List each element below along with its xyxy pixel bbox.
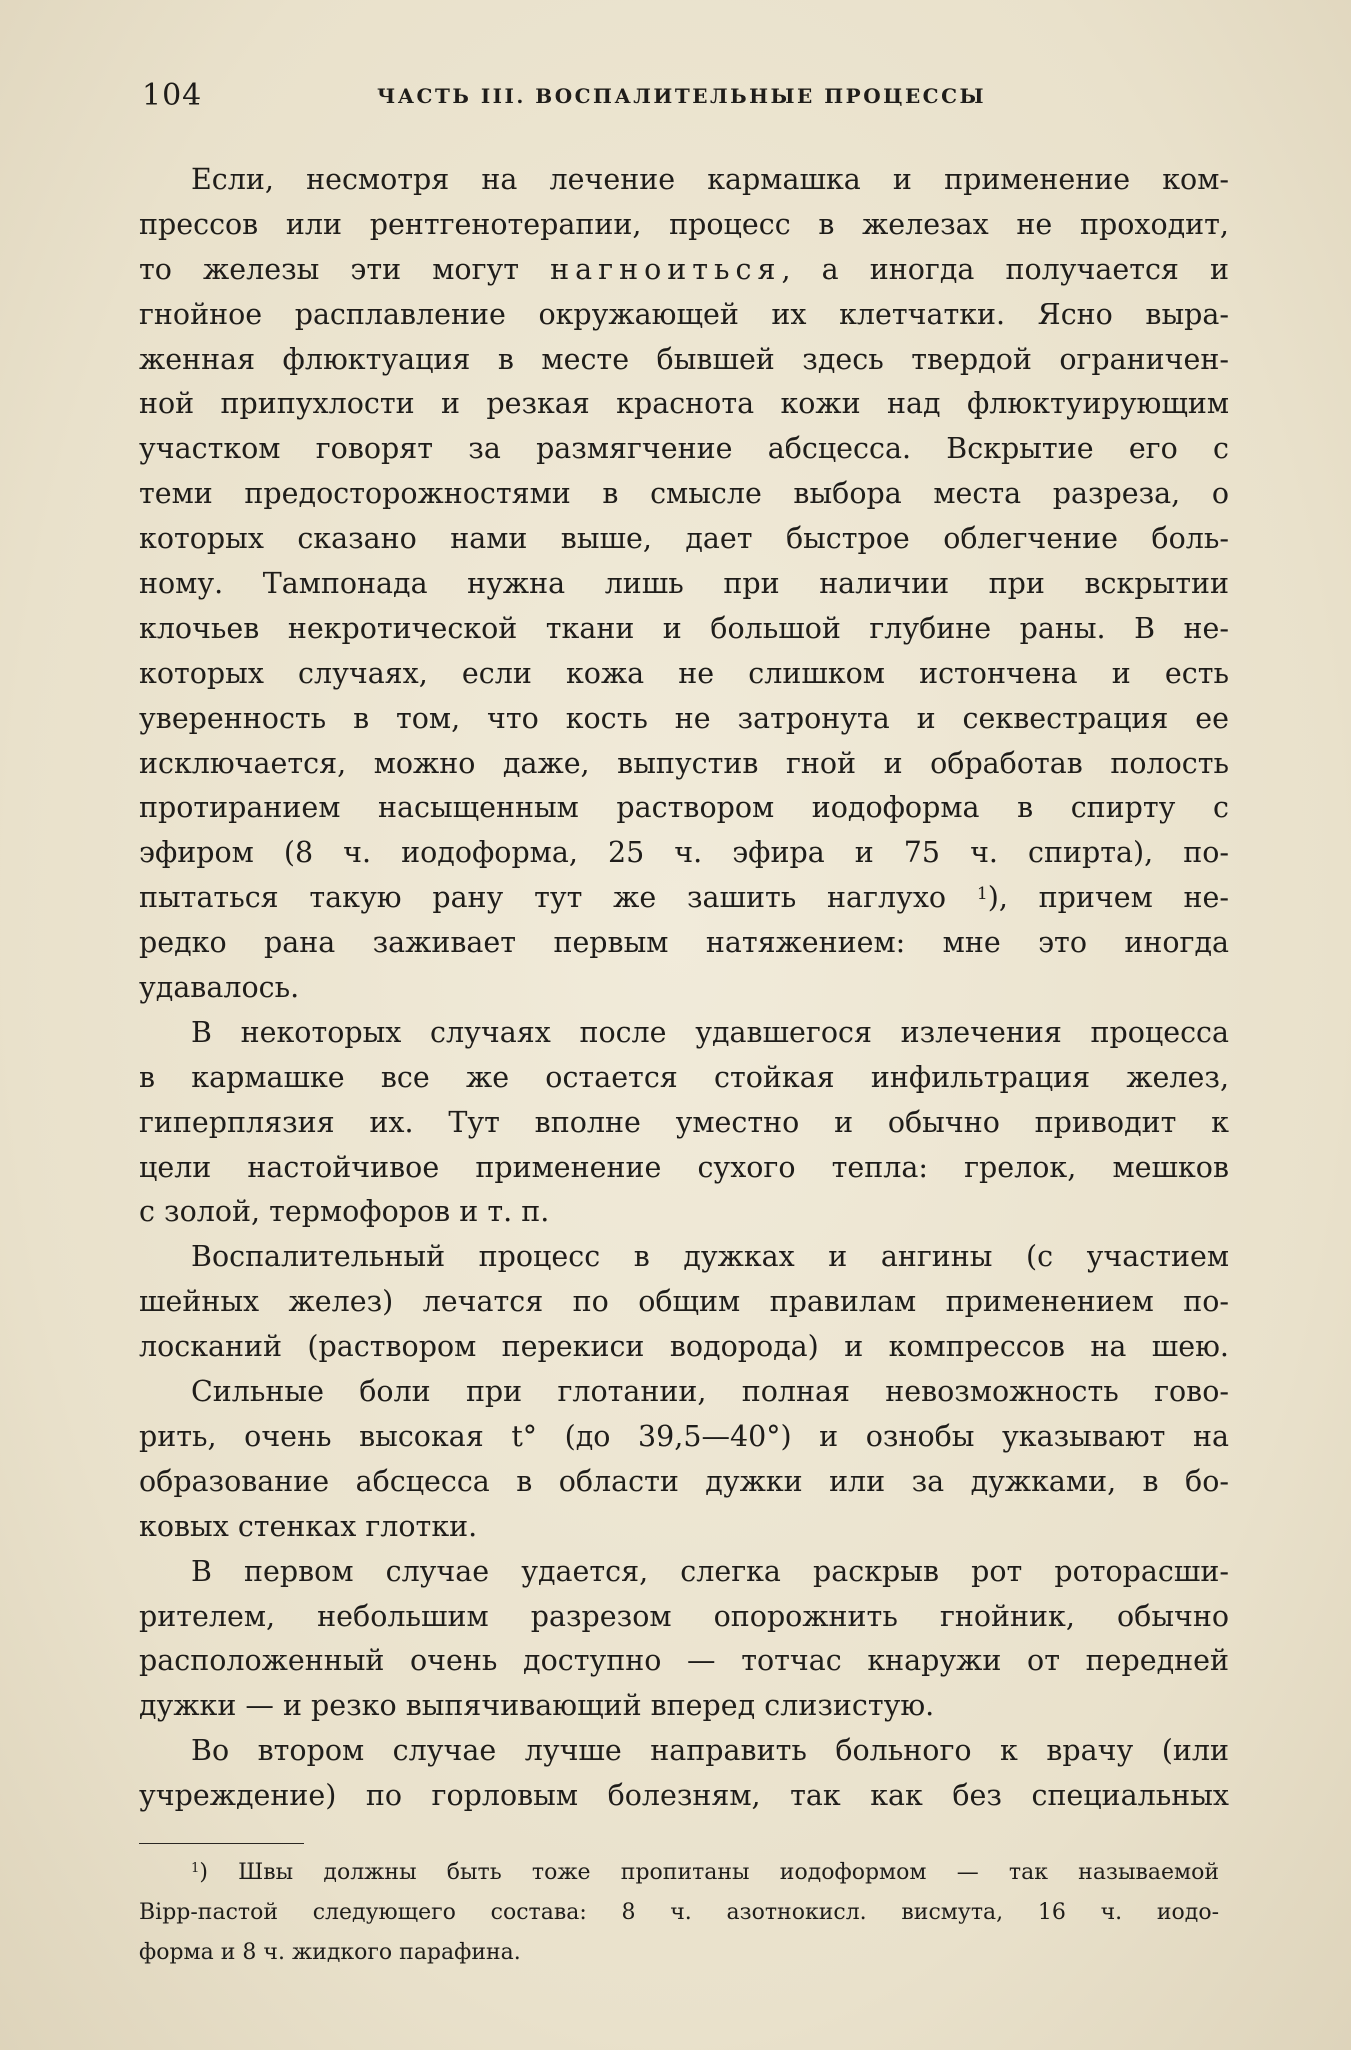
text-line: женная флюктуация в месте бывшей здесь твердой ограничен- — [139, 342, 1229, 376]
text-line: клочьев некротической ткани и большой глубине раны. В не- — [139, 611, 1229, 645]
text-line: учреждение) по горловым болезням, так как без специальных — [139, 1779, 1229, 1813]
paragraph-3 — [139, 1235, 1229, 1370]
footnote-rule — [139, 1843, 304, 1844]
text-line: шейных желез) лечатся по общим правилам применением по- — [139, 1285, 1229, 1319]
footnote — [139, 1853, 1219, 1973]
footnote-reference: 1 — [976, 884, 988, 905]
paragraph-4 — [139, 1370, 1229, 1550]
text-line: ковых стенках глотки. — [139, 1509, 478, 1543]
page-header — [142, 78, 1227, 118]
text-line: лосканий (раствором перекиси водорода) и компрессов на шею. — [139, 1330, 1229, 1364]
text-line: ной припухлости и резкая краснота кожи над флюктуирующим — [139, 387, 1229, 421]
text-line: исключается, можно даже, выпустив гной и обработав полость — [139, 746, 1229, 780]
text-line: которых случаях, если кожа не слишком истончена и есть — [139, 656, 1229, 690]
footnote-line: форма и 8 ч. жидкого парафина. — [139, 1940, 521, 1965]
paragraph-2 — [139, 1011, 1229, 1235]
text-line: теми предосторожностями в смысле выбора места разреза, о — [139, 477, 1229, 511]
text-line: гнойное расплавление окружающей их клетчатки. Ясно выра- — [139, 297, 1229, 331]
footnote-line: Bipp-пастой следующего состава: 8 ч. азотнокисл. висмута, 16 ч. иодо- — [139, 1900, 1219, 1925]
emphasized-word: нагноиться — [550, 252, 782, 286]
text-segment: то железы эти могут — [139, 252, 520, 286]
text-line: гиперплязия их. Тут вполне уместно и обычно приводит к — [139, 1105, 1229, 1139]
page-number: 104 — [142, 78, 203, 113]
text-line: рить, очень высокая t° (до 39,5—40°) и ознобы указывают на — [139, 1419, 1229, 1453]
text-segment: ), причем не- — [987, 881, 1230, 915]
text-line: с золой, термофоров и т. п. — [139, 1195, 550, 1229]
text-line: дужки — и резко выпячивающий вперед слизистую. — [139, 1689, 935, 1723]
text-line: Во втором случае лучше направить больного к врачу (или — [191, 1734, 1229, 1768]
text-line: удавалось. — [139, 971, 300, 1005]
text-line: рителем, небольшим разрезом опорожнить гнойник, обычно — [139, 1599, 1229, 1633]
text-line: участком говорят за размягчение абсцесса. Вскрытие его с — [139, 432, 1229, 466]
text-line — [139, 876, 1229, 921]
body-text — [139, 158, 1229, 1819]
text-segment: ) Швы должны быть тоже пропитаны иодоформом — так называемой — [199, 1860, 1219, 1885]
text-line: расположенный очень доступно — тотчас кнаружи от передней — [139, 1644, 1229, 1678]
paragraph-6 — [139, 1729, 1229, 1819]
text-line: прессов или рентгенотерапии, процесс в железах не проходит, — [139, 207, 1229, 241]
text-line: образование абсцесса в области дужки или за дужками, в бо- — [139, 1464, 1229, 1498]
text-line: уверенность в том, что кость не затронута и секвестрация ее — [139, 701, 1229, 735]
footnote-marker: 1 — [191, 1861, 200, 1876]
text-line: протиранием насыщенным раствором иодоформа в спирту с — [139, 791, 1229, 825]
text-line — [139, 248, 1229, 293]
text-line: цели настойчивое применение сухого тепла: грелок, мешков — [139, 1150, 1229, 1184]
text-line: В первом случае удается, слегка раскрыв рот роторасши- — [191, 1554, 1229, 1588]
text-line: Если, несмотря на лечение кармашка и применение ком- — [191, 163, 1229, 196]
text-line: эфиром (8 ч. иодоформа, 25 ч. эфира и 75 ч. спирта), по- — [139, 836, 1229, 870]
text-line: Воспалительный процесс в дужках и ангины (с участием — [191, 1240, 1229, 1274]
text-segment: пытаться такую рану тут же зашить наглухо — [139, 881, 947, 915]
text-line: редко рана заживает первым натяжением: мне это иногда — [139, 926, 1229, 960]
text-line: в кармашке все же остается стойкая инфильтрация желез, — [139, 1060, 1229, 1094]
paragraph-1 — [139, 158, 1229, 1011]
text-line: В некоторых случаях после удавшегося излечения процесса — [191, 1015, 1229, 1049]
text-line: Сильные боли при глотании, полная невозможность гово- — [191, 1375, 1229, 1409]
footnote-line — [139, 1853, 1219, 1893]
text-segment: , а иногда получается и — [781, 252, 1230, 286]
running-title: ЧАСТЬ III. ВОСПАЛИТЕЛЬНЫЕ ПРОЦЕССЫ — [377, 84, 987, 108]
paragraph-5 — [139, 1550, 1229, 1730]
text-line: которых сказано нами выше, дает быстрое облегчение боль- — [139, 522, 1229, 556]
text-line: ному. Тампонада нужна лишь при наличии при вскрытии — [139, 567, 1229, 601]
